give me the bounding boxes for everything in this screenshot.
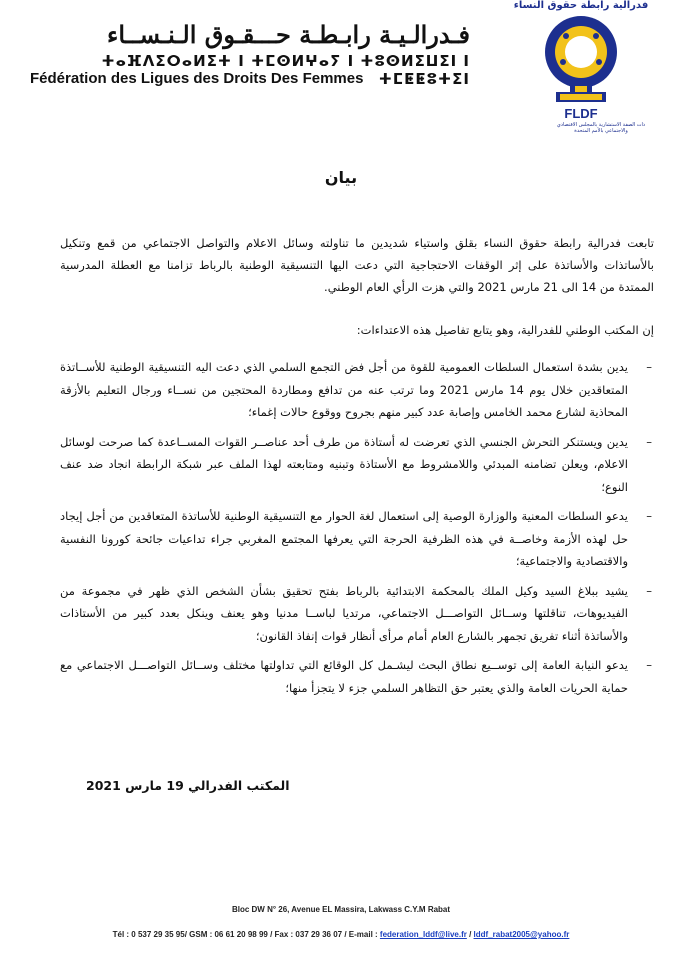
bullet-dash: – <box>646 360 652 374</box>
statement-list <box>60 356 654 706</box>
list-item <box>60 356 654 424</box>
list-item-text: يدعو السلطات المعنية والوزارة الوصية إلى استعمال لغة الحوار مع التنسيقية الوطنية للأساتذة المتعاقدين من أجل إيجاد حل لهذه الأزمة وخاصــة في هذه الظرفية الحرجة التي يعرفها المجتمع المغربي جراء تداعيات جائحة كورونا النفسية والاقتصادية والاجتماعية؛ <box>60 509 628 568</box>
logo-subtitle: ذات الصفة الاستشارية بالمجلس الاقتصادي والاجتماعي بالأمم المتحدة <box>556 122 646 134</box>
logo-abbreviation: FLDF <box>564 106 598 121</box>
org-name-tifinagh: ⵜⴰⴼⴷⵉⵔⴰⵍⵉⵜ ⵏ ⵜⵎⵙⵍⵖⴰⵢ ⵏ ⵜⵓⵙⵍⵉⵡⵉⵏ ⵏ ⵜⵎⵟⵟⵓⵜⵉⵏ <box>101 52 470 88</box>
footer-address: Bloc DW N° 26, Avenue EL Massira, Lakwass C.Y.M Rabat <box>231 905 451 914</box>
bullet-dash: – <box>646 434 652 449</box>
document-title: بيان <box>324 168 358 187</box>
footer-contact-details: Tél : 0 537 29 35 95/ GSM : 06 61 20 98 99 / Fax : 037 29 36 07 / E-mail : <box>112 930 378 939</box>
list-item <box>60 580 654 648</box>
intro-paragraph: تابعت فدرالية رابطة حقوق النساء بقلق واستياء شديدين ما تناولته وسائل الاعلام والتواصل الاجتماعي من قمع وتنكيل بالأساتذات والأساتذة على إثر الوقفات الاحتجاجية التي دعت اليها التنسيقية الوطنية بالرباط تزامنا مع العطلة المدرسية الممتدة من 14 الى 21 مارس 2021 والتي هزت الرأي العام الوطني. <box>60 236 654 294</box>
list-item <box>60 431 654 499</box>
list-item <box>60 505 654 573</box>
footer-contact <box>0 930 682 939</box>
org-name-arabic: فـدرالـيـة رابـطـة حـــقـوق الـنـســاء <box>107 20 470 49</box>
list-item <box>60 654 654 699</box>
fldf-logo <box>506 0 656 140</box>
email-link-yahoo[interactable]: lddf_rabat2005@yahoo.fr <box>473 930 570 939</box>
email-link-live[interactable]: federation_lddf@live.fr <box>379 930 467 939</box>
list-item-text: يدعو النيابة العامة إلى توســيع نطاق البحث ليشـمل كل الوقائع التي تداولتها مختلف وســائل التواصـــل الاجتماعي مع حماية الحريات العامة والذي يعتبر حق التظاهر السلمي جزء لا يتجزأ منها؛ <box>60 658 628 695</box>
list-item-text: يدين بشدة استعمال السلطات العمومية للقوة من أجل فض التجمع السلمي الذي دعت اليه التنسيقية الوطنية للأســاتذة المتعاقدين خلال يوم 14 مارس 2021 وما ترتب عنه من تدافع ومطاردة المحتجين من نســاء ورجال التعليم بالأزقة المحاذية لشارع محمد الخامس وإصابة عدد كبير منهم بجروح ووقوع حالات إغماء؛ <box>60 360 628 419</box>
bullet-dash: – <box>646 583 652 598</box>
org-name-french: Fédération des Ligues des Droits Des Femmes <box>30 70 364 87</box>
bullet-dash: – <box>646 658 652 672</box>
logo-arc-text: فدرالية رابطة حقوق النساء <box>513 0 649 11</box>
opening-line: إن المكتب الوطني للفدرالية، وهو يتابع تفاصيل هذه الاعتداءات: <box>356 323 654 337</box>
bullet-dash: – <box>646 509 652 523</box>
letterhead <box>0 0 682 140</box>
list-item-text: يدين ويستنكر التحرش الجنسي الذي تعرضت له أستاذة من طرف أحد عناصــر القوات المســاعدة كما صرحت لوسائل الاعلام، ويعلن تضامنه المبدئي واللامشروط مع الأستاذة وتبنيه ومتابعته لهذا الملف عبر شبكة الرابطة انجاد ضد عنف النوع؛ <box>60 434 628 494</box>
footer-separator: / <box>466 930 474 939</box>
list-item-text: يشيد ببلاغ السيد وكيل الملك بالمحكمة الابتدائية بالرباط بفتح تحقيق بشأن الشخص الذي ظهر في مجموعة من الفيديوهات، تناقلتها وســائل التواصـــل الاجتماعي، مرتديا لباســا مدنيا وهو يعنف وينكل بعدد كبير من الأستاذات والأساتذة أثناء تفريق تجمهر بالشارع العام أمام مرأى أنظار قوات إنفاذ القانون؛ <box>60 583 628 643</box>
signature-line: المكتب الفدرالي 19 مارس 2021 <box>86 778 290 793</box>
